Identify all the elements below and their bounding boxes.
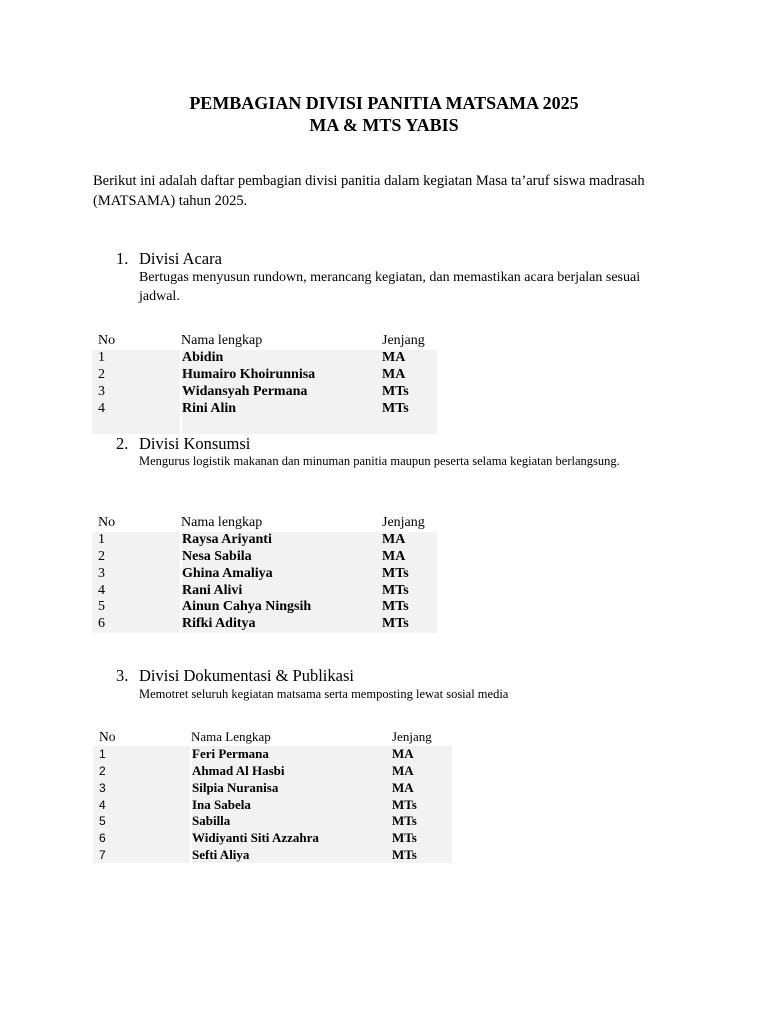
cell-name: Raysa Ariyanti <box>181 532 382 549</box>
table-row <box>92 383 437 400</box>
table-row <box>93 796 452 813</box>
table-row <box>93 763 452 780</box>
cell-level: MA <box>392 779 452 796</box>
cell-no: 4 <box>92 582 181 599</box>
cell-name: Feri Permana <box>191 746 392 763</box>
cell-name <box>181 417 382 434</box>
cell-level: MA <box>382 367 437 384</box>
cell-level <box>382 417 437 434</box>
table-row <box>93 746 452 763</box>
cell-level: MA <box>382 350 437 367</box>
cell-no: 6 <box>92 616 181 633</box>
division-description: Mengurus logistik makanan dan minuman panitia maupun peserta selama kegiatan berlangsung. <box>139 454 620 468</box>
cell-name: Silpia Nuranisa <box>191 779 392 796</box>
cell-name: Sefti Aliya <box>191 847 392 864</box>
cell-level: MTs <box>382 616 437 633</box>
cell-no: 3 <box>92 565 181 582</box>
intro-paragraph: Berikut ini adalah daftar pembagian divisi panitia dalam kegiatan Masa ta’aruf siswa madrasah (MATSAMA) tahun 2025. <box>93 173 645 209</box>
table-header-row <box>92 333 437 350</box>
cell-no: 2 <box>92 549 181 566</box>
header-name: Nama Lengkap <box>191 729 271 745</box>
cell-no: 1 <box>92 532 181 549</box>
cell-no: 2 <box>93 763 191 780</box>
table-header-row <box>93 729 452 746</box>
cell-name: Nesa Sabila <box>181 549 382 566</box>
cell-no: 1 <box>92 350 181 367</box>
table-row <box>92 400 437 417</box>
cell-level: MTs <box>392 813 452 830</box>
cell-name: Widansyah Permana <box>181 383 382 400</box>
cell-no: 2 <box>92 367 181 384</box>
cell-name: Widiyanti Siti Azzahra <box>191 830 392 847</box>
cell-level: MA <box>382 549 437 566</box>
cell-name: Ainun Cahya Ningsih <box>181 599 382 616</box>
cell-level: MTs <box>392 796 452 813</box>
cell-name: Abidin <box>181 350 382 367</box>
cell-level: MA <box>382 532 437 549</box>
header-no: No <box>98 333 116 349</box>
header-level: Jenjang <box>392 729 432 745</box>
header-name: Nama lengkap <box>181 515 263 531</box>
division-table-konsumsi <box>92 515 438 633</box>
table-row <box>92 582 437 599</box>
cell-name: Ahmad Al Hasbi <box>191 763 392 780</box>
cell-level: MA <box>392 763 452 780</box>
table-row <box>92 532 437 549</box>
table-row <box>92 599 437 616</box>
cell-level: MTs <box>392 847 452 864</box>
header-name: Nama lengkap <box>181 333 263 349</box>
division-table-dokumentasi <box>93 729 453 863</box>
cell-name: Ghina Amaliya <box>181 565 382 582</box>
table-header-row <box>92 515 437 532</box>
cell-no: 5 <box>93 813 191 830</box>
cell-no: 4 <box>92 400 181 417</box>
division-description: Bertugas menyusun rundown, merancang kegiatan, dan memastikan acara berjalan sesuai jadwal. <box>139 270 641 304</box>
division-description: Memotret seluruh kegiatan matsama serta memposting lewat sosial media <box>139 687 509 701</box>
table-row <box>93 779 452 796</box>
table-row <box>93 830 452 847</box>
cell-name: Sabilla <box>191 813 392 830</box>
cell-level: MA <box>392 746 452 763</box>
cell-no: 3 <box>92 383 181 400</box>
cell-level: MTs <box>392 830 452 847</box>
cell-no: 1 <box>93 746 191 763</box>
cell-no: 5 <box>92 599 181 616</box>
header-level: Jenjang <box>382 333 425 349</box>
cell-level: MTs <box>382 599 437 616</box>
cell-name: Humairo Khoirunnisa <box>181 367 382 384</box>
table-row <box>92 350 437 367</box>
division-number: 3. <box>116 666 129 685</box>
cell-no: 4 <box>93 796 191 813</box>
cell-no: 7 <box>93 847 191 864</box>
table-row <box>92 549 437 566</box>
cell-name: Rini Alin <box>181 400 382 417</box>
division-number: 2. <box>116 434 129 453</box>
division-name: Divisi Dokumentasi & Publikasi <box>139 666 354 685</box>
cell-name: Ina Sabela <box>191 796 392 813</box>
cell-level: MTs <box>382 383 437 400</box>
table-row <box>93 813 452 830</box>
table-row <box>92 367 437 384</box>
cell-no: 6 <box>93 830 191 847</box>
table-row <box>92 616 437 633</box>
division-number: 1. <box>116 249 129 268</box>
division-name: Divisi Acara <box>139 249 222 268</box>
cell-name: Rifki Aditya <box>181 616 382 633</box>
document-title-line1: PEMBAGIAN DIVISI PANITIA MATSAMA 2025 <box>189 93 579 113</box>
header-level: Jenjang <box>382 515 425 531</box>
cell-name: Rani Alivi <box>181 582 382 599</box>
division-table-acara <box>92 333 438 434</box>
cell-level: MTs <box>382 582 437 599</box>
cell-no: 3 <box>93 779 191 796</box>
cell-no <box>92 417 181 434</box>
header-no: No <box>99 729 116 745</box>
header-no: No <box>98 515 116 531</box>
table-row <box>92 565 437 582</box>
cell-level: MTs <box>382 400 437 417</box>
cell-level: MTs <box>382 565 437 582</box>
division-name: Divisi Konsumsi <box>139 434 251 453</box>
table-row <box>93 847 452 864</box>
document-title-line2: MA & MTS YABIS <box>309 115 459 135</box>
table-row-empty <box>92 417 437 434</box>
